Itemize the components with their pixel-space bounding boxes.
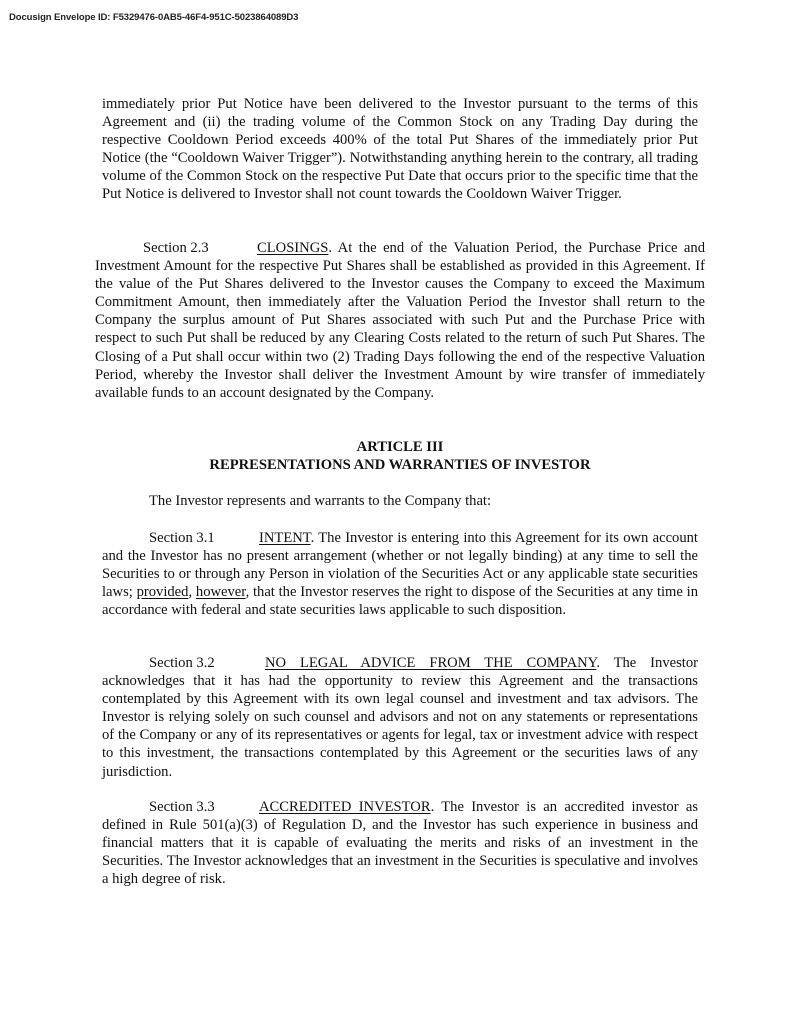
section-3-1-provided: provided	[136, 584, 189, 601]
section-3-1-however: however	[195, 584, 246, 601]
section-2-3-title: CLOSINGS	[257, 240, 329, 256]
section-3-1-number: Section 3.1	[149, 530, 215, 546]
section-3-1-text-b: , that the Investor reserves the right to dispose of the Securities at any time in accordance with federal and state securities laws applicable to such disposition.	[102, 584, 698, 619]
section-3-3-paragraph	[102, 798, 698, 888]
section-3-1-paragraph	[102, 529, 698, 619]
section-3-1-comma: ,	[188, 584, 196, 601]
article-intro: The Investor represents and warrants to the Company that:	[149, 493, 492, 509]
envelope-id: Docusign Envelope ID: F5329476-0AB5-46F4-951C-5023864089D3	[9, 12, 299, 23]
section-3-1-title: INTENT	[259, 530, 311, 546]
article-title: REPRESENTATIONS AND WARRANTIES OF INVESTOR	[209, 457, 591, 473]
section-2-3-text: . At the end of the Valuation Period, the Purchase Price and Investment Amount for the respective Put Shares shall be established as provided in this Agreement. If the value of the Put Shares delivered to the Investor causes the Company to exceed the Maximum Commitment Amount, then immediately after the Valuation Period the Investor shall return to the Company the surplus amount of Put Shares associated with such Put and the Purchase Price with respect to such Put shall be reduced by any Clearing Costs related to the return of such Put Shares. The Closing of a Put shall occur within two (2) Trading Days following the end of the respective Valuation Period, whereby the Investor shall deliver the Investment Amount by wire transfer of immediately available funds to an account designated by the Company.	[95, 240, 705, 401]
section-2-3-number: Section 2.3	[143, 240, 209, 256]
section-3-2-number: Section 3.2	[149, 655, 215, 671]
section-3-3-number: Section 3.3	[149, 799, 215, 815]
section-3-2-title: NO LEGAL ADVICE FROM THE COMPANY	[265, 655, 597, 671]
section-2-3-paragraph	[95, 239, 705, 402]
section-3-2-text: . The Investor acknowledges that it has had the opportunity to review this Agreement and the transactions contemplated by this Agreement with its own legal counsel and investment and tax advisors. The Investor is relying solely on such counsel and advisors and not on any statements or representations of the Company or any of its representatives or agents for legal, tax or investment advice with respect to this investment, the transactions contemplated by this Agreement or the securities laws of any jurisdiction.	[102, 655, 698, 780]
section-3-3-title: ACCREDITED INVESTOR	[259, 799, 431, 815]
article-number: ARTICLE III	[356, 439, 444, 455]
section-3-3-text: . The Investor is an accredited investor as defined in Rule 501(a)(3) of Regulation D, and the Investor has such experience in business and financial matters that it is capable of evaluating the merits and risks of an investment in the Securities. The Investor acknowledges that an investment in the Securities is speculative and involves a high degree of risk.	[102, 799, 698, 888]
section-3-2-paragraph	[102, 654, 698, 781]
section-3-1-text-a: . The Investor is entering into this Agreement for its own account and the Investor has no present arrangement (whether or not legally binding) at any time to sell the Securities to or through any Person in violation of the Securities Act or any applicable state securities laws;	[102, 530, 698, 601]
continuation-paragraph: immediately prior Put Notice have been delivered to the Investor pursuant to the terms of this Agreement and (ii) the trading volume of the Common Stock on any Trading Day during the respective Cooldown Period exceeds 400% of the total Put Shares of the immediately prior Put Notice (the “Cooldown Waiver Trigger”). Notwithstanding anything herein to the contrary, all trading volume of the Common Stock on the respective Put Date that occurs prior to the specific time that the Put Notice is delivered to Investor shall not count towards the Cooldown Waiver Trigger.	[102, 96, 698, 203]
